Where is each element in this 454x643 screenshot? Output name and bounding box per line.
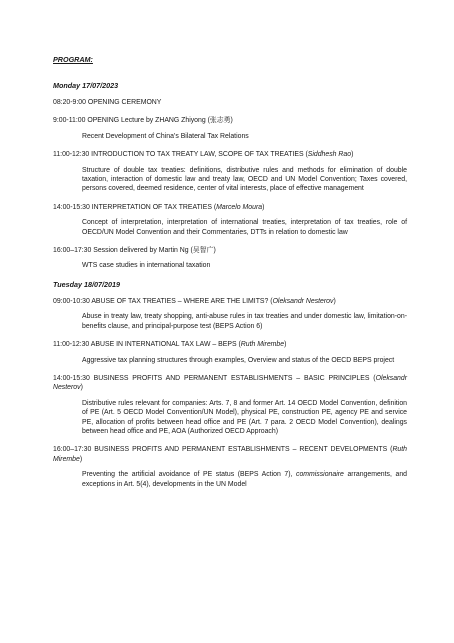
session-description: WTS case studies in international taxation — [82, 262, 211, 270]
session-title: 14:00-15:30 INTERPRETATION OF TAX TREATIES (Marcelo Moura) — [53, 203, 265, 211]
speaker-name: Siddhesh Rao — [307, 151, 352, 159]
session — [53, 150, 407, 194]
session — [53, 297, 407, 331]
session — [53, 445, 407, 489]
session — [53, 98, 407, 107]
session — [53, 116, 407, 141]
session-description: Abuse in treaty law, treaty shopping, anti-abuse rules in tax treaties and under domestic law, limitation-on-benefits clause, and principal-purpose test (BEPS Action 6) — [82, 313, 407, 330]
session-title: 08:20-9:00 OPENING CEREMONY — [53, 99, 162, 106]
speaker-name: Ruth Mirembe — [240, 341, 285, 349]
session-description: Preventing the artificial avoidance of PE status (BEPS Action 7), commissionaire arrangements, and exceptions in Art. 5(4), developments in the UN Model — [82, 471, 407, 488]
session-title: 09:00-10:30 ABUSE OF TAX TREATIES – WHERE ARE THE LIMITS? (Oleksandr Nesterov) — [53, 297, 336, 305]
session — [53, 374, 407, 436]
session-description: Recent Development of China’s Bilateral Tax Relations — [82, 132, 249, 140]
session-title: 16:00–17:30 Session delivered by Martin Ng (吴智广) — [53, 247, 216, 255]
session-title: 16:00–17:30 BUSINESS PROFITS AND PERMANENT ESTABLISHMENTS – RECENT DEVELOPMENTS (Ruth Mirembe) — [53, 446, 407, 463]
session-description: Aggressive tax planning structures through examples, Overview and status of the OECD BEPS project — [82, 356, 395, 364]
session-title: 14:00-15:30 BUSINESS PROFITS AND PERMANENT ESTABLISHMENTS – BASIC PRINCIPLES (Oleksandr Nesterov) — [53, 374, 407, 392]
day-heading: Tuesday 18/07/2019 — [53, 279, 121, 289]
speaker-name: Oleksandr Nesterov — [272, 297, 334, 305]
session-description: Concept of interpretation, interpretation of international treaties, interpretation of tax treaties, role of OECD/UN Model Convention and their Commentaries, DTTs in relation to domestic law — [82, 219, 407, 236]
session-title: 9:00-11:00 OPENING Lecture by ZHANG Zhiyong (张志勇) — [53, 117, 233, 125]
day-heading: Monday 17/07/2023 — [53, 81, 119, 90]
session — [53, 340, 407, 365]
session — [53, 203, 407, 237]
session — [53, 246, 407, 271]
speaker-name: Marcelo Moura — [216, 203, 263, 211]
session-description: Distributive rules relevant for companies: Arts. 7, 8 and former Art. 14 OECD Model Convention, definition of PE (Art. 5 OECD Model Convention/UN Model), physical PE, construction PE, agency PE and service PE, allocation of profits between head office and PE (Art. 7 para. 2 OECD Model Convention), dealings between head office and PE, AOA (Authorized OECD Approach) — [82, 399, 407, 435]
session-description: Structure of double tax treaties: definitions, distributive rules and methods for elimination of double taxation, interaction of domestic law and treaty law, OECD and UN Model Convention; Taxes covered, persons covered, deemed residence, center of vital interests, place of effective management — [82, 166, 407, 193]
program-document — [53, 55, 407, 498]
program-heading: PROGRAM: — [53, 55, 93, 64]
speaker-name: Ruth Mirembe — [53, 446, 407, 463]
speaker-name: Oleksandr Nesterov — [53, 374, 407, 392]
session-title: 11:00-12:30 INTRODUCTION TO TAX TREATY LAW, SCOPE OF TAX TREATIES (Siddhesh Rao) — [53, 151, 354, 159]
session-title: 11:00-12:30 ABUSE IN INTERNATIONAL TAX LAW – BEPS (Ruth Mirembe) — [53, 341, 287, 349]
